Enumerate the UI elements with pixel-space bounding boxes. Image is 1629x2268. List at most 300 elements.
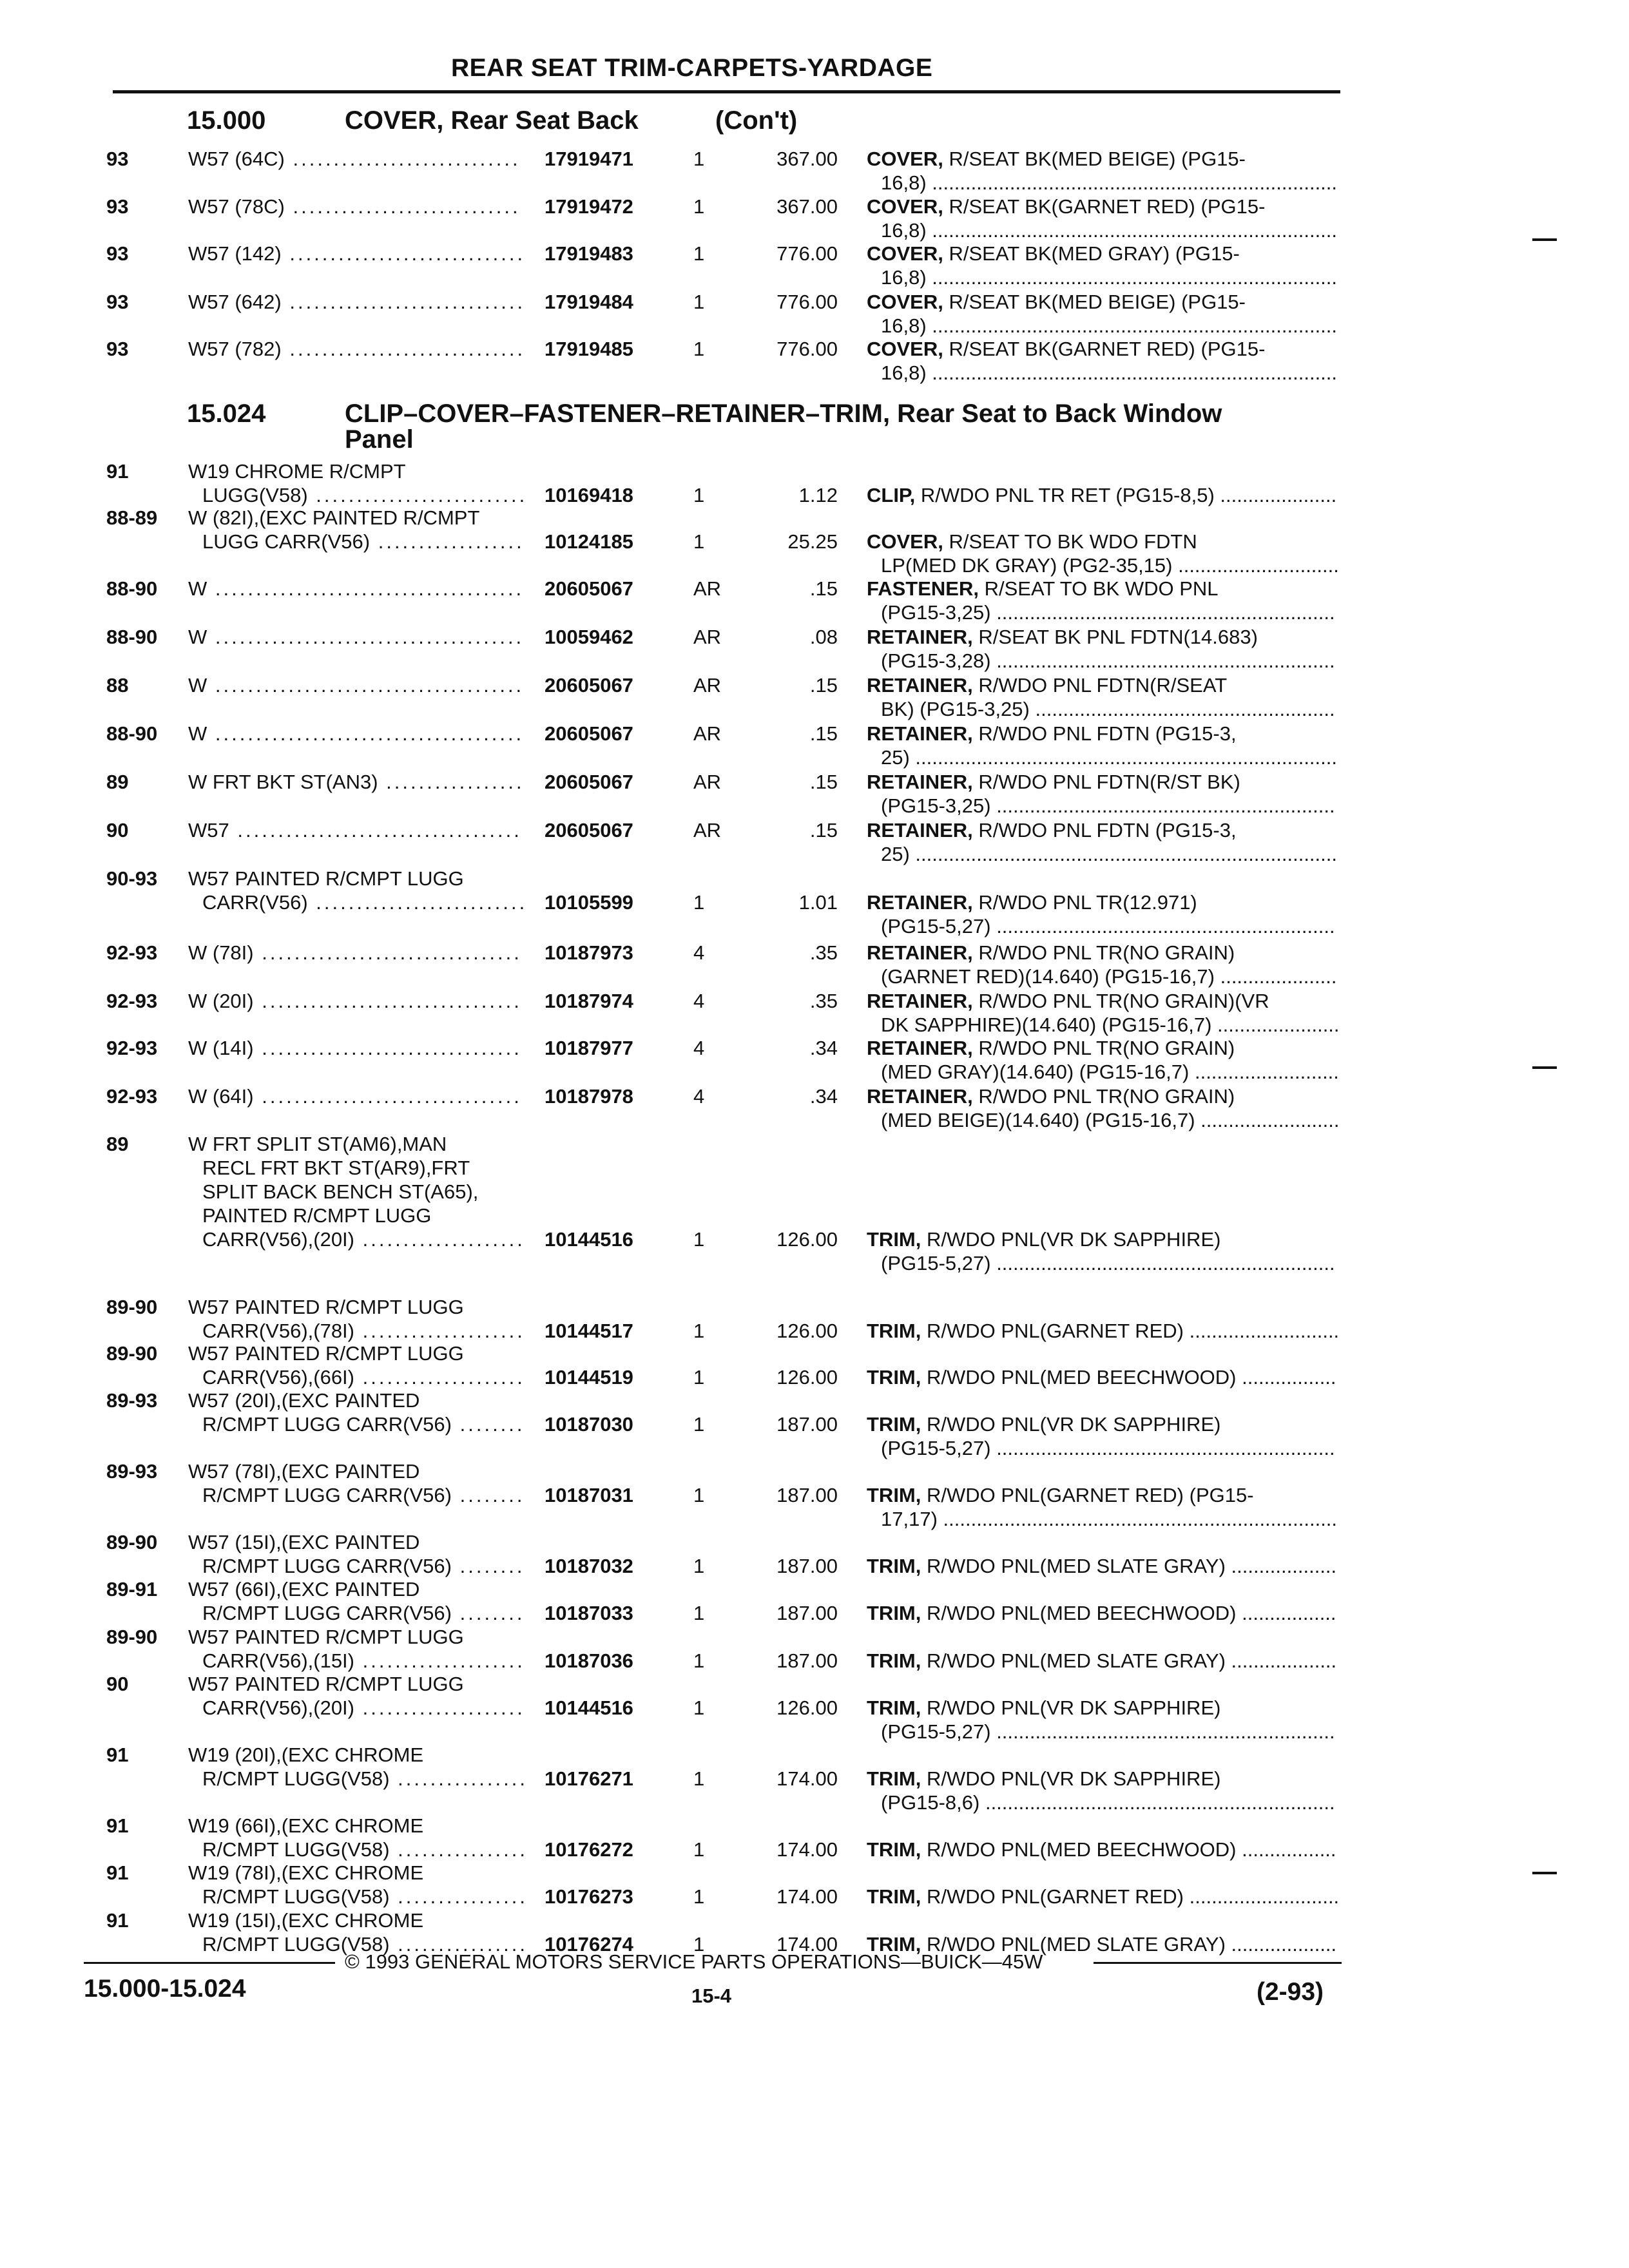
quantity: 1 [693,1228,705,1251]
application-line-text: CARR(V56),(20I) [202,1228,354,1251]
quantity: 1 [693,484,705,506]
application-line-text: W57 (20I),(EXC PAINTED [188,1389,420,1412]
model-year: 89-90 [106,1342,158,1365]
part-name: RETAINER, [867,819,973,841]
leader-dots: ............................. [281,242,526,265]
application-line [188,1696,525,1720]
part-number: 20605067 [545,674,633,697]
part-number: 20605067 [545,819,633,841]
description-line [867,965,1336,988]
leader-dots: ............................................................................ [909,843,1337,865]
description-line [867,842,1337,866]
application-line [188,722,524,745]
leader-dots: ........................... [1184,1320,1340,1342]
model-year: 92-93 [106,1037,158,1059]
leader-dots: ....................................................................... [937,1508,1338,1530]
part-description [867,290,1337,338]
footer-rule-right [1094,1962,1342,1964]
description-line [867,1365,1336,1389]
quantity: 1 [693,530,705,553]
description-line [867,1720,1335,1744]
application-line-text: W FRT BKT ST(AN3) [188,771,378,793]
description-line [867,530,1339,553]
part-number: 10187974 [545,990,633,1012]
application-text [188,290,525,314]
description-line-text: (PG15-5,27) [881,1437,991,1459]
application-text [188,1036,522,1060]
quantity: 1 [693,338,705,360]
margin-tick-mark [1532,238,1557,241]
description-line [867,553,1339,577]
part-name: TRIM, [867,1933,921,1956]
leader-dots: ......................................................................... [926,266,1338,289]
application-line [188,1767,528,1791]
part-name: RETAINER, [867,771,973,793]
description-line [867,337,1337,361]
quantity: 1 [693,1484,705,1506]
leader-dots: .................... [354,1366,525,1389]
list-price: 126.00 [776,1696,838,1719]
leader-dots: ................................ [253,1085,522,1108]
part-description [867,1649,1336,1673]
section-title-line2: Panel [345,425,414,454]
application-line-text: W19 CHROME R/CMPT [188,460,406,483]
application-line-text: W (82I),(EXC PAINTED R/CMPT [188,506,480,529]
description-line [867,1436,1335,1460]
description-line-text: (PG15-5,27) [881,1720,991,1743]
list-price: 1.12 [798,484,838,506]
description-line [867,989,1340,1013]
application-line-text: R/CMPT LUGG CARR(V56) [202,1602,452,1624]
application-text [188,625,524,649]
application-line [188,1036,522,1060]
description-line-text: (PG15-8,6) [881,1791,980,1814]
list-price: 126.00 [776,1228,838,1251]
footer-rule-left [84,1962,335,1964]
description-line-text: LP(MED DK GRAY) (PG2-35,15) [881,554,1173,577]
quantity: 1 [693,891,705,914]
application-line [188,1341,525,1365]
application-line [188,483,527,507]
quantity: AR [693,771,722,793]
application-line [188,941,522,965]
quantity: 1 [693,195,705,218]
description-line-text: R/SEAT BK(MED BEIGE) (PG15- [949,148,1246,170]
application-line-text: R/CMPT LUGG CARR(V56) [202,1484,452,1506]
application-line [188,1132,525,1156]
model-year: 93 [106,291,129,313]
description-line [867,242,1337,265]
description-line [867,195,1337,218]
description-line-text: R/WDO PNL(MED BEECHWOOD) [927,1366,1237,1389]
part-number: 10187036 [545,1649,633,1672]
leader-dots: .......................... [307,891,528,914]
section-title: COVER, Rear Seat Back [345,106,639,135]
list-price: 776.00 [776,338,838,360]
part-description [867,1767,1335,1814]
application-text [188,1341,525,1389]
description-line [867,1108,1340,1132]
leader-dots: ........................... [1184,1885,1340,1908]
application-line [188,1625,525,1649]
leader-dots: ................ [389,1767,528,1790]
list-price: 174.00 [776,1885,838,1908]
part-name: COVER, [867,291,943,313]
leader-dots: ................................ [253,941,522,964]
leader-dots: ......................................................................... [926,171,1338,194]
quantity: 1 [693,1602,705,1624]
part-number: 17919472 [545,195,633,218]
application-line [188,1227,525,1251]
quantity: AR [693,722,722,745]
list-price: 126.00 [776,1320,838,1342]
application-line-text: CARR(V56),(15I) [202,1649,354,1672]
description-line-text: (PG15-3,25) [881,794,991,817]
application-text [188,1530,525,1578]
part-description [867,1412,1335,1460]
application-line [188,1577,525,1601]
description-line-text: 17,17) [881,1508,938,1530]
description-line-text: R/WDO PNL(MED BEECHWOOD) [927,1602,1237,1624]
application-line-text: W57 (642) [188,291,282,313]
application-text [188,1389,525,1436]
leader-dots: ......................................................................... [926,361,1338,384]
part-name: RETAINER, [867,990,973,1012]
part-description [867,1838,1336,1861]
part-name: TRIM, [867,1320,921,1342]
page-title: REAR SEAT TRIM-CARPETS-YARDAGE [451,54,933,82]
description-line-text: R/SEAT TO BK WDO FDTN [949,530,1197,553]
model-year: 91 [106,460,129,483]
leader-dots: .................... [354,1649,525,1672]
description-line-text: (PG15-3,25) [881,601,991,624]
application-line [188,818,522,842]
leader-dots: ............................................................. [990,794,1335,817]
list-price: 776.00 [776,291,838,313]
part-name: FASTENER, [867,577,979,600]
description-line-text: (PG15-3,28) [881,649,991,672]
part-number: 10176271 [545,1767,633,1790]
part-number: 17919484 [545,291,633,313]
application-line-text: W [188,722,207,745]
description-line [867,1507,1337,1531]
description-line [867,1251,1335,1275]
leader-dots: ........ [452,1413,525,1436]
description-line [867,770,1335,794]
description-line [867,1036,1339,1060]
description-line [867,673,1335,697]
description-line [867,1060,1339,1084]
leader-dots: ............................................................. [990,1252,1335,1274]
part-name: TRIM, [867,1555,921,1577]
quantity: 1 [693,1366,705,1389]
part-name: COVER, [867,148,943,170]
part-description [867,818,1337,866]
application-line-text: R/CMPT LUGG(V58) [202,1838,390,1861]
application-text [188,147,521,171]
description-line-text: R/WDO PNL(VR DK SAPPHIRE) [927,1767,1221,1790]
leader-dots: ..................... [1214,484,1337,506]
application-line [188,1908,528,1932]
part-number: 10144516 [545,1228,633,1251]
application-line-text: W FRT SPLIT ST(AM6),MAN [188,1133,447,1155]
list-price: .15 [809,722,838,745]
application-line [188,1156,525,1180]
application-line-text: W (14I) [188,1037,254,1059]
list-price: .34 [809,1037,838,1059]
description-line-text: R/WDO PNL FDTN(R/ST BK) [978,771,1240,793]
description-line-text: R/WDO PNL TR(NO GRAIN) [978,941,1235,964]
description-line-text: R/WDO PNL(VR DK SAPPHIRE) [927,1228,1221,1251]
quantity: 1 [693,1885,705,1908]
description-line-text: 16,8) [881,219,927,242]
application-text [188,1459,525,1507]
application-text [188,337,525,361]
model-year: 90 [106,819,129,841]
part-name: TRIM, [867,1838,921,1861]
description-line [867,1885,1339,1908]
description-line-text: R/SEAT BK(GARNET RED) (PG15- [949,338,1266,360]
model-year: 91 [106,1909,129,1932]
quantity: 4 [693,1037,705,1059]
list-price: 187.00 [776,1602,838,1624]
application-text [188,1743,528,1791]
list-price: 25.25 [787,530,838,553]
part-number: 10105599 [545,891,633,914]
leader-dots: ................ [389,1885,528,1908]
quantity: 1 [693,1320,705,1342]
leader-dots: .......................... [1189,1061,1339,1083]
part-number: 10187033 [545,1602,633,1624]
part-description [867,577,1335,624]
application-text [188,722,524,745]
application-line [188,530,525,553]
description-line [867,1649,1336,1673]
application-text [188,818,522,842]
application-line [188,1412,525,1436]
application-text [188,1132,525,1251]
application-line [188,1204,525,1227]
leader-dots: ...................... [1211,1014,1340,1036]
leader-dots: ................... [1225,1933,1337,1956]
quantity: AR [693,626,722,648]
part-number: 10187973 [545,941,633,964]
part-name: COVER, [867,338,943,360]
part-description [867,1601,1336,1625]
part-description [867,1365,1336,1389]
description-line-text: R/WDO PNL(VR DK SAPPHIRE) [927,1696,1221,1719]
description-line-text: (GARNET RED)(14.640) (PG15-16,7) [881,965,1215,988]
application-text [188,1084,522,1108]
application-line-text: W57 (66I),(EXC PAINTED [188,1578,420,1600]
part-number: 10187031 [545,1484,633,1506]
part-name: CLIP, [867,484,916,506]
description-line-text: 16,8) [881,361,927,384]
application-line [188,506,525,530]
part-description [867,770,1335,818]
part-description [867,890,1335,938]
application-line [188,625,524,649]
leader-dots: ................. [378,771,525,793]
application-line-text: R/CMPT LUGG CARR(V56) [202,1413,452,1436]
application-line [188,1319,525,1343]
part-number: 20605067 [545,722,633,745]
leader-dots: ................. [1236,1602,1336,1624]
list-price: 776.00 [776,242,838,265]
application-line-text: SPLIT BACK BENCH ST(A65), [202,1180,479,1203]
description-line [867,1319,1339,1343]
leader-dots: ...................................... [207,674,525,697]
description-line-text: R/WDO PNL TR RET (PG15-8,5) [920,484,1215,506]
list-price: 367.00 [776,195,838,218]
leader-dots: ......................... [1195,1109,1340,1131]
list-price: .15 [809,577,838,600]
part-description [867,1227,1335,1275]
application-line [188,673,524,697]
model-year: 90-93 [106,867,158,890]
part-name: COVER, [867,242,943,265]
application-line-text: W57 PAINTED R/CMPT LUGG [188,867,464,890]
leader-dots: ................. [1236,1838,1336,1861]
description-line-text: R/WDO PNL(MED BEECHWOOD) [927,1838,1237,1861]
application-line [188,1743,528,1767]
part-number: 10169418 [545,484,633,506]
part-name: TRIM, [867,1484,921,1506]
application-line [188,1885,528,1908]
part-description [867,1885,1339,1908]
application-text [188,1672,525,1720]
part-number: 17919483 [545,242,633,265]
list-price: 187.00 [776,1484,838,1506]
list-price: 187.00 [776,1649,838,1672]
part-name: COVER, [867,530,943,553]
part-number: 10176272 [545,1838,633,1861]
description-line-text: R/SEAT BK(GARNET RED) (PG15- [949,195,1266,218]
application-line [188,1601,525,1625]
part-description [867,989,1340,1037]
description-line-text: R/SEAT BK PNL FDTN(14.683) [978,626,1258,648]
application-line [188,337,525,361]
leader-dots: ............................. [281,291,526,313]
description-line [867,697,1335,721]
quantity: 1 [693,148,705,170]
description-line-text: DK SAPPHIRE)(14.640) (PG15-16,7) [881,1014,1212,1036]
footer-copyright: © 1993 GENERAL MOTORS SERVICE PARTS OPERATIONS—BUICK—45W [345,1950,1043,1973]
list-price: .15 [809,771,838,793]
leader-dots: ...................................... [207,722,525,745]
quantity: 1 [693,1696,705,1719]
description-line [867,1696,1335,1720]
part-description [867,941,1336,988]
section-title: CLIP–COVER–FASTENER–RETAINER–TRIM, Rear Seat to Back Window [345,399,1222,428]
application-line-text: W57 PAINTED R/CMPT LUGG [188,1296,464,1318]
part-name: TRIM, [867,1696,921,1719]
leader-dots: ................................ [253,1037,522,1059]
leader-dots: .................. [370,530,525,553]
quantity: 1 [693,1933,705,1956]
application-line [188,770,525,794]
part-description [867,1554,1336,1578]
leader-dots: ................... [1225,1649,1337,1672]
part-number: 17919471 [545,148,633,170]
description-line-text: 16,8) [881,266,927,289]
application-line-text: W19 (15I),(EXC CHROME [188,1909,424,1932]
part-description [867,1036,1339,1084]
description-line [867,147,1337,171]
description-line-text: 25) [881,746,910,769]
description-line [867,1227,1335,1251]
leader-dots: ................... [1225,1555,1337,1577]
list-price: 187.00 [776,1413,838,1436]
quantity: AR [693,577,722,600]
part-number: 10124185 [545,530,633,553]
description-line [867,1767,1335,1791]
leader-dots: ................................ [253,990,522,1012]
application-line [188,1649,525,1673]
part-description [867,242,1337,289]
application-text [188,195,521,218]
leader-dots: ......................................................................... [926,314,1338,337]
application-line [188,867,527,890]
margin-tick-mark [1532,1066,1557,1069]
model-year: 89 [106,1133,129,1155]
part-description [867,530,1339,577]
description-line [867,1013,1340,1037]
leader-dots: ........ [452,1484,525,1506]
application-line-text: W57 (142) [188,242,282,265]
section-number: 15.024 [187,399,266,428]
quantity: 1 [693,1413,705,1436]
leader-dots: ............................................................. [990,915,1335,937]
list-price: 174.00 [776,1767,838,1790]
quantity: 1 [693,291,705,313]
part-name: RETAINER, [867,891,973,914]
part-number: 20605067 [545,577,633,600]
model-year: 93 [106,195,129,218]
application-line-text: R/CMPT LUGG(V58) [202,1933,390,1956]
application-text [188,459,527,507]
description-line [867,914,1335,938]
application-line-text: W57 (782) [188,338,282,360]
list-price: 174.00 [776,1838,838,1861]
quantity: 4 [693,1085,705,1108]
part-number: 10187030 [545,1413,633,1436]
model-year: 90 [106,1673,129,1695]
application-line [188,195,521,218]
quantity: AR [693,674,722,697]
description-line-text: BK) (PG15-3,25) [881,698,1030,720]
application-line [188,1530,525,1554]
description-line-text: R/WDO PNL(GARNET RED) [927,1885,1184,1908]
model-year: 89-93 [106,1460,158,1483]
description-line [867,265,1337,289]
description-line-text: 25) [881,843,910,865]
model-year: 88 [106,674,129,697]
part-name: TRIM, [867,1413,921,1436]
application-line [188,1814,528,1838]
application-line [188,1838,528,1861]
application-line [188,1672,525,1696]
description-line [867,1412,1335,1436]
list-price: 367.00 [776,148,838,170]
part-number: 10176273 [545,1885,633,1908]
model-year: 91 [106,1814,129,1837]
application-line [188,989,522,1013]
description-line [867,171,1337,195]
model-year: 89-93 [106,1389,158,1412]
description-line-text: R/WDO PNL(VR DK SAPPHIRE) [927,1413,1221,1436]
description-line-text: R/WDO PNL(MED SLATE GRAY) [927,1649,1226,1672]
